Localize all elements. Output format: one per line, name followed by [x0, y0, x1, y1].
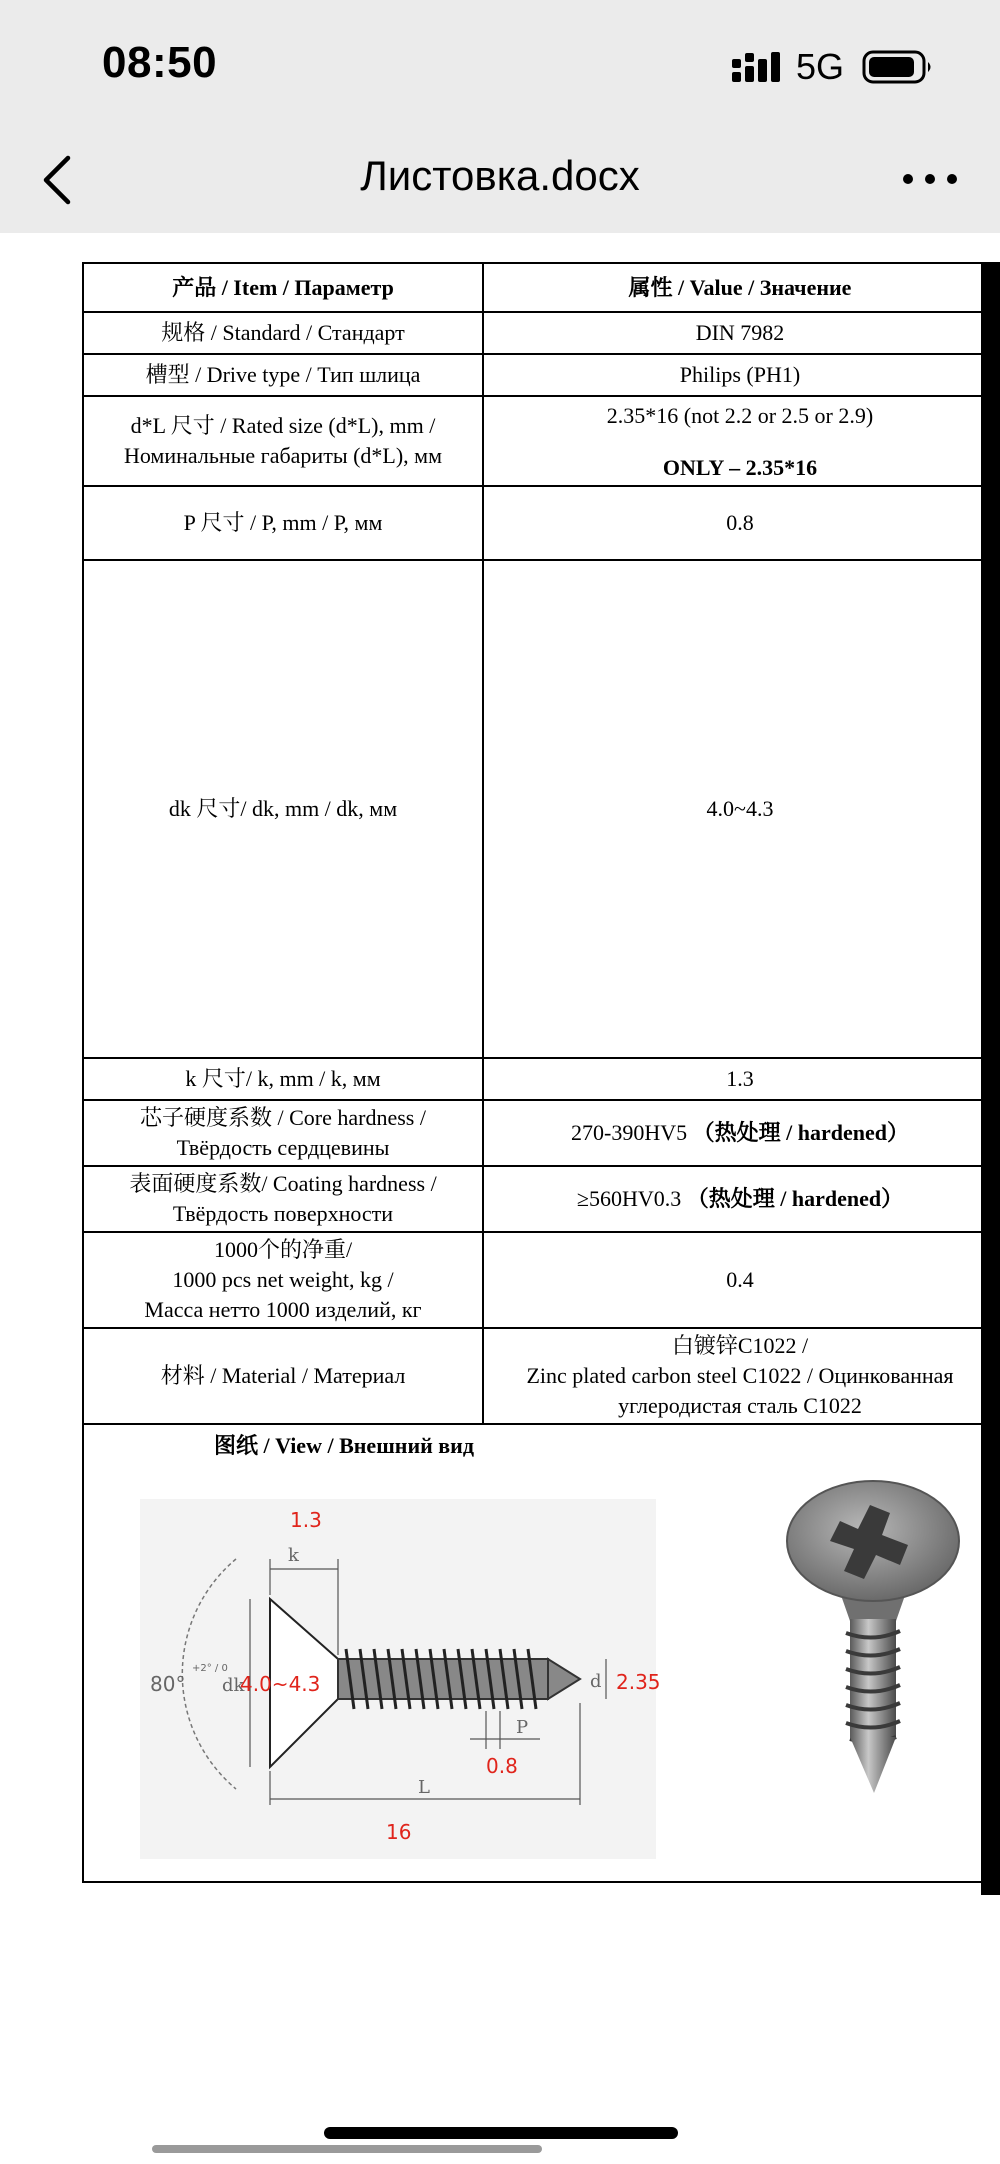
table-row	[83, 560, 997, 1058]
row-param	[83, 1100, 483, 1166]
row-value	[483, 396, 997, 486]
table-row	[83, 1232, 997, 1328]
nav-bar	[0, 130, 1000, 233]
d-label: d	[590, 1671, 602, 1692]
table-row	[83, 312, 997, 354]
row-value: 0.4	[483, 1232, 997, 1328]
row-param-line: Твёрдость поверхности	[172, 1201, 394, 1226]
row-value: 4.0~4.3	[483, 560, 997, 1058]
row-param: 材料 / Material / Материал	[83, 1328, 483, 1424]
row-value-text: 270-390HV5	[571, 1120, 693, 1146]
row-param-line: Твёрдость сердцевины	[176, 1135, 390, 1160]
spec-table	[82, 262, 998, 1883]
row-param-line: Масса нетто 1000 изделий, кг	[144, 1296, 422, 1322]
row-param: 规格 / Standard / Стандарт	[83, 312, 483, 354]
table-row	[83, 486, 997, 560]
d-dimension-value: 2.35	[616, 1670, 661, 1694]
row-value-text: ≥560HV0.3	[576, 1186, 687, 1212]
row-value-emphasis: （热处理 / hardened）	[686, 1186, 904, 1212]
l-dimension-value: 16	[386, 1820, 412, 1844]
row-param	[83, 1166, 483, 1232]
p-label: P	[516, 1717, 529, 1738]
row-param: k 尺寸/ k, mm / k, мм	[83, 1058, 483, 1100]
table-header-row	[83, 263, 997, 312]
row-param	[83, 396, 483, 486]
angle-tolerance-label: +2° / 0	[192, 1663, 228, 1674]
horizontal-scrollbar[interactable]	[152, 2145, 542, 2153]
table-row	[83, 1058, 997, 1100]
dk-dimension-value: 4.0~4.3	[240, 1672, 321, 1696]
row-param-line: d*L 尺寸 / Rated size (d*L), mm /	[130, 413, 436, 439]
row-param-line: 芯子硬度系数 / Core hardness /	[140, 1105, 426, 1131]
row-value: DIN 7982	[483, 312, 997, 354]
table-row	[83, 396, 997, 486]
row-value	[483, 1166, 997, 1232]
header-value: 属性 / Value / Значение	[483, 263, 997, 312]
view-cell	[83, 1424, 997, 1882]
row-param: 槽型 / Drive type / Тип шлица	[83, 354, 483, 396]
row-param-line: Номинальные габариты (d*L), мм	[123, 443, 443, 468]
row-param-line: 表面硬度系数/ Coating hardness /	[129, 1171, 437, 1197]
k-dimension-value: 1.3	[290, 1508, 322, 1532]
cellular-signal-icon	[730, 50, 788, 84]
row-param-line: 1000个的净重/	[213, 1237, 353, 1263]
network-type: 5G	[796, 46, 845, 87]
table-row	[83, 1328, 997, 1424]
document-title: Листовка.docx	[360, 152, 640, 199]
table-row	[83, 1166, 997, 1232]
row-value-line: углеродистая сталь C1022	[618, 1392, 862, 1418]
row-value	[483, 1100, 997, 1166]
status-time: 08:50	[102, 38, 218, 87]
view-title: 图纸 / View / Внешний вид	[214, 1433, 474, 1458]
screw-photo	[778, 1471, 968, 1801]
row-value: 0.8	[483, 486, 997, 560]
table-row	[83, 354, 997, 396]
row-value-emphasis: （热处理 / hardened）	[692, 1120, 909, 1146]
row-value-emphasis: ONLY – 2.35*16	[662, 454, 818, 480]
row-value	[483, 1328, 997, 1424]
angle-label: 80°	[150, 1672, 186, 1696]
battery-icon	[862, 50, 934, 84]
row-value: Philips (PH1)	[483, 354, 997, 396]
row-value-line: 白镀锌C1022 /	[671, 1333, 809, 1359]
more-options-icon[interactable]	[900, 164, 960, 194]
row-param	[83, 1232, 483, 1328]
k-label: k	[288, 1545, 299, 1566]
header-param: 产品 / Item / Параметр	[83, 263, 483, 312]
table-row	[83, 1100, 997, 1166]
dk-label: dk	[222, 1675, 245, 1696]
status-bar	[0, 0, 1000, 130]
row-param: dk 尺寸/ dk, mm / dk, мм	[83, 560, 483, 1058]
row-value-line: 2.35*16 (not 2.2 or 2.5 or 2.9)	[606, 403, 874, 428]
l-label: L	[418, 1777, 430, 1798]
row-value: 1.3	[483, 1058, 997, 1100]
home-indicator[interactable]	[324, 2127, 678, 2139]
row-value-line: Zinc plated carbon steel C1022 / Оцинкованная	[526, 1363, 954, 1389]
screw-technical-drawing	[140, 1499, 661, 1859]
table-view-row	[83, 1424, 997, 1882]
p-dimension-value: 0.8	[486, 1754, 518, 1778]
row-param: P 尺寸 / P, mm / P, мм	[83, 486, 483, 560]
row-param-line: 1000 pcs net weight, kg /	[172, 1267, 394, 1293]
